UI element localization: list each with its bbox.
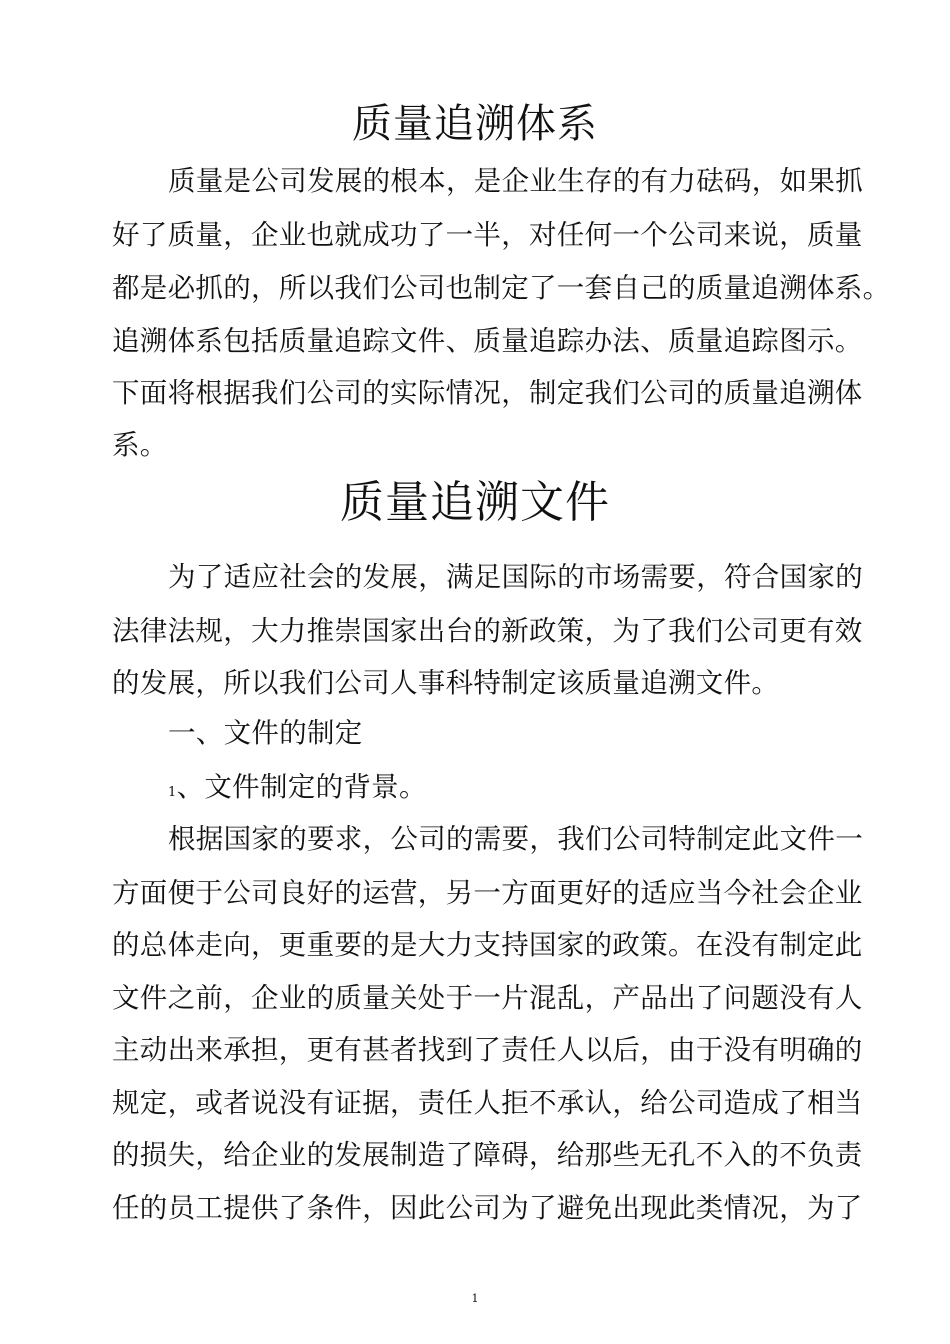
intro-paragraph-line: 质量是公司发展的根本，是企业生存的有力砝码，如果抓: [168, 165, 863, 197]
body-paragraph-line: 的总体走向，更重要的是大力支持国家的政策。在没有制定此: [112, 929, 863, 961]
section-title: 质量追溯文件: [340, 477, 610, 528]
body-paragraph-line: 主动出来承担，更有甚者找到了责任人以后，由于没有明确的: [112, 1034, 863, 1066]
intro-paragraph-line: 下面将根据我们公司的实际情况，制定我们公司的质量追溯体: [112, 377, 863, 409]
section-intro-line: 为了适应社会的发展，满足国际的市场需要，符合国家的: [168, 561, 863, 593]
body-paragraph-line: 根据国家的要求，公司的需要，我们公司特制定此文件一: [168, 823, 863, 855]
subheading-document-background: [168, 760, 427, 814]
body-paragraph-line: 的损失，给企业的发展制造了障碍，给那些无孔不入的不负责: [112, 1139, 863, 1171]
document-title: 质量追溯体系: [352, 101, 598, 147]
subheading-number: 1: [168, 785, 177, 800]
page-number: 1: [471, 1292, 479, 1305]
intro-paragraph-line: 系。: [112, 429, 168, 461]
section-intro-line: 的发展，所以我们公司人事科特制定该质量追溯文件。: [112, 667, 780, 699]
intro-paragraph-line: 都是必抓的，所以我们公司也制定了一套自己的质量追溯体系。: [112, 272, 891, 304]
subheading-text: 、文件制定的背景。: [176, 771, 427, 803]
body-paragraph-line: 任的员工提供了条件，因此公司为了避免出现此类情况，为了: [112, 1192, 863, 1224]
section-intro-line: 法律法规，大力推崇国家出台的新政策，为了我们公司更有效: [112, 615, 863, 647]
body-paragraph-line: 规定，或者说没有证据，责任人拒不承认，给公司造成了相当: [112, 1087, 863, 1119]
intro-paragraph-line: 好了质量，企业也就成功了一半，对任何一个公司来说，质量: [112, 219, 863, 251]
heading-document-formulation: 一、文件的制定: [168, 717, 363, 749]
intro-paragraph-line: 追溯体系包括质量追踪文件、质量追踪办法、质量追踪图示。: [112, 325, 863, 357]
body-paragraph-line: 方面便于公司良好的运营，另一方面更好的适应当今社会企业: [112, 877, 863, 909]
body-paragraph-line: 文件之前，企业的质量关处于一片混乱，产品出了问题没有人: [112, 982, 863, 1014]
